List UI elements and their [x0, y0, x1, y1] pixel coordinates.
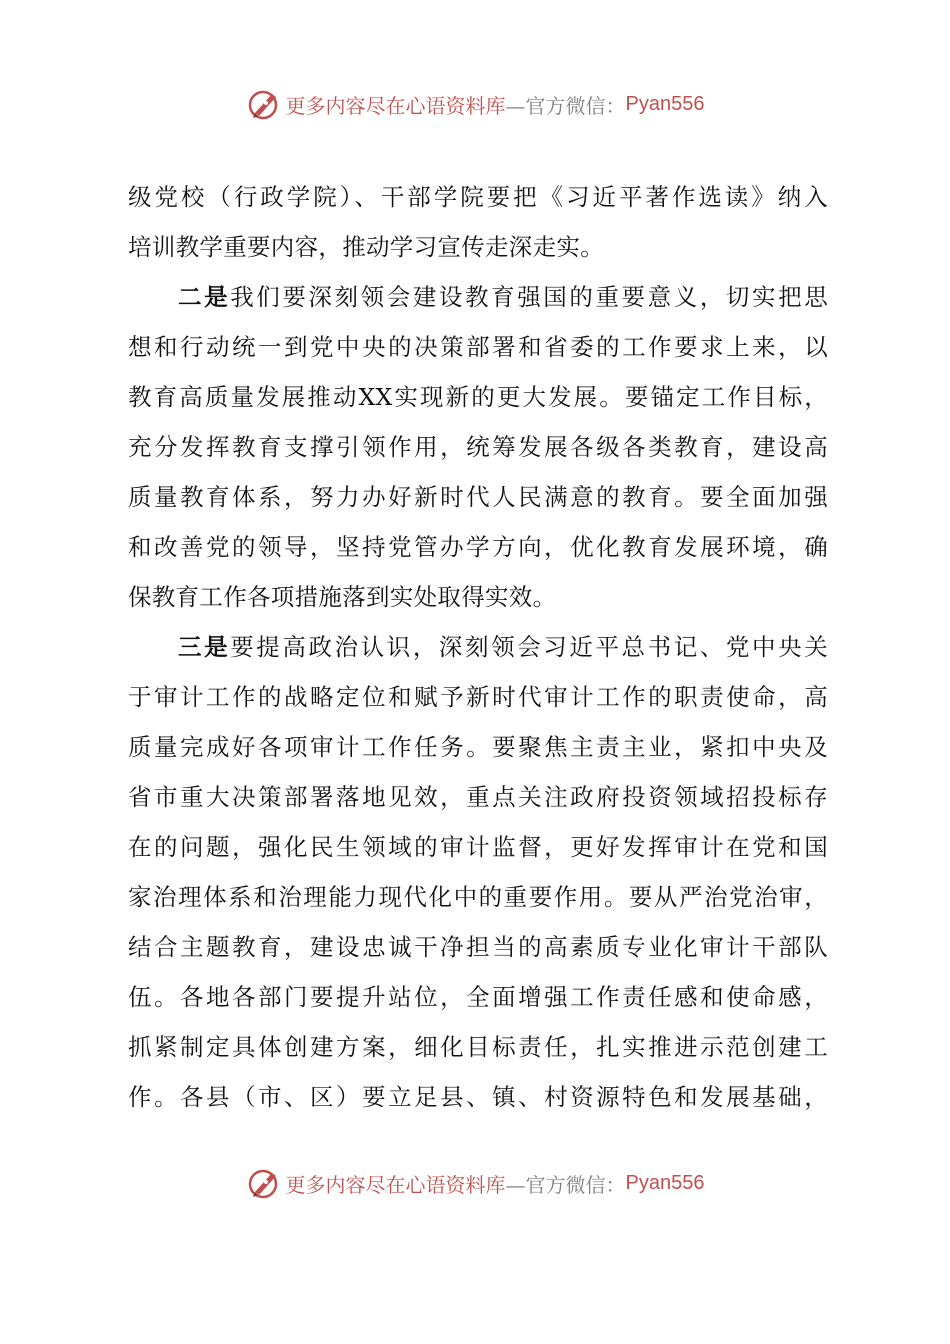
text-line: 家治理体系和治理能力现代化中的重要作用。要从严治党治审，	[128, 883, 828, 911]
banner-gray-text: —官方微信：	[505, 93, 626, 118]
banner-wechat-id: Pyan556	[625, 92, 705, 115]
text-line: 想和行动统一到党中央的决策部署和省委的工作要求上来，以	[128, 333, 828, 361]
text-line: 级党校（行政学院）、干部学院要把《习近平著作选读》纳入	[128, 183, 828, 211]
text-line-first	[128, 272, 828, 322]
footer-banner	[0, 1163, 950, 1203]
pen-logo-icon	[246, 1165, 282, 1201]
text-line: 结合主题教育，建设忠诚干净担当的高素质专业化审计干部队	[128, 933, 828, 961]
text-line-rest: 要提高政治认识，深刻领会习近平总书记、党中央关	[230, 633, 828, 661]
text-line: 和改善党的领导，坚持党管办学方向，优化教育发展环境，确	[128, 533, 828, 561]
text-line: 抓紧制定具体创建方案，细化目标责任，扎实推进示范创建工	[128, 1033, 828, 1061]
paragraph-lead: 三是	[178, 633, 231, 661]
text-line: 伍。各地各部门要提升站位，全面增强工作责任感和使命感，	[128, 983, 828, 1011]
text-line: 省市重大决策部署落地见效，重点关注政府投资领域招投标存	[128, 783, 828, 811]
paragraph-2	[128, 272, 828, 622]
banner-gray-text: —官方微信：	[505, 1172, 626, 1197]
text-line: 于审计工作的战略定位和赋予新时代审计工作的职责使命，高	[128, 683, 828, 711]
text-line-first	[128, 622, 828, 672]
banner-red-text: 更多内容尽在心语资料库	[285, 93, 506, 118]
text-line: 质量教育体系，努力办好新时代人民满意的教育。要全面加强	[128, 483, 828, 511]
pen-logo-icon	[246, 86, 282, 122]
paragraph-1	[128, 172, 828, 272]
text-line: 在的问题，强化民生领域的审计监督，更好发挥审计在党和国	[128, 833, 828, 861]
text-line: 充分发挥教育支撑引领作用，统筹发展各级各类教育，建设高	[128, 433, 828, 461]
text-line-rest: 我们要深刻领会建设教育强国的重要意义，切实把思	[230, 283, 828, 311]
text-line: 保教育工作各项措施落到实处取得实效。	[128, 583, 557, 611]
banner-red-text: 更多内容尽在心语资料库	[285, 1172, 506, 1197]
text-line: 教育高质量发展推动XX实现新的更大发展。要锚定工作目标，	[128, 383, 828, 411]
banner-wechat-id: Pyan556	[625, 1171, 705, 1194]
paragraph-3	[128, 622, 828, 1122]
text-line: 质量完成好各项审计工作任务。要聚焦主责主业，紧扣中央及	[128, 733, 828, 761]
text-line: 培训教学重要内容，推动学习宣传走深走实。	[128, 233, 604, 261]
paragraph-lead: 二是	[178, 283, 231, 311]
document-body	[128, 172, 828, 1122]
text-line: 作。各县（市、区）要立足县、镇、村资源特色和发展基础，	[128, 1083, 828, 1111]
header-banner	[0, 84, 950, 124]
